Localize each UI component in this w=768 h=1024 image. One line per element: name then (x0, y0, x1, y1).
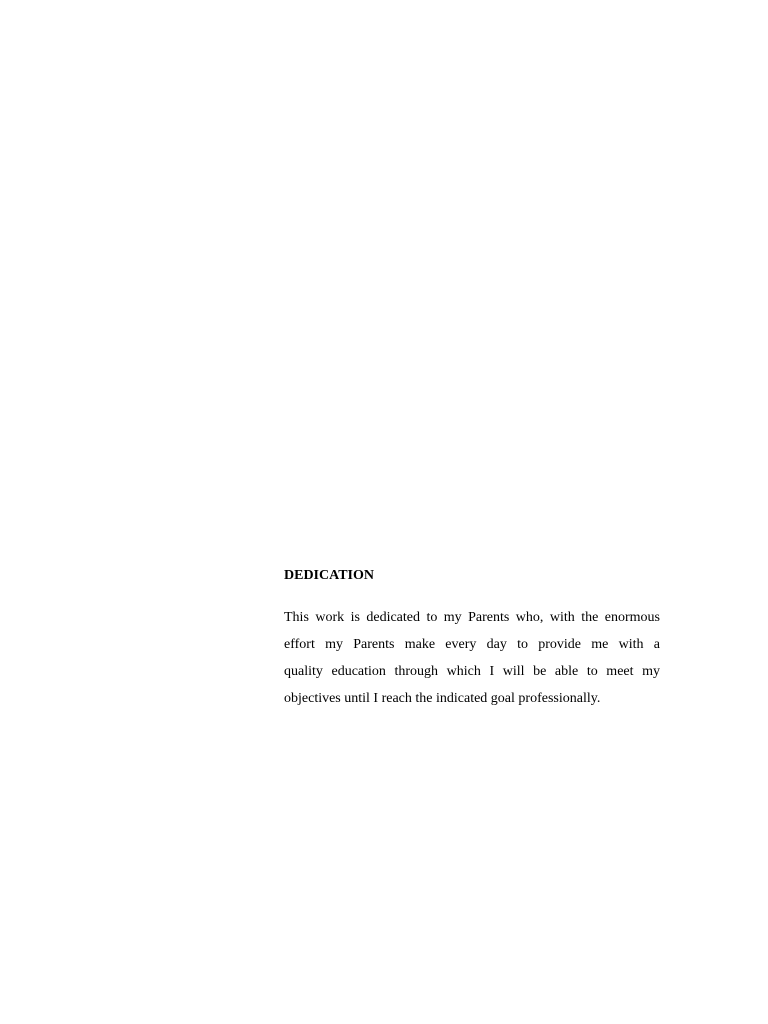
dedication-section (284, 566, 660, 712)
paragraph-line: This work is dedicated to my Parents who, with the enormous (284, 610, 660, 625)
paragraph-line: objectives until I reach the indicated goal professionally. (284, 691, 601, 706)
paragraph-line: quality education through which I will be able to meet my (284, 664, 660, 679)
dedication-paragraph (284, 604, 660, 712)
dedication-heading: DEDICATION (284, 568, 374, 583)
paragraph-line: effort my Parents make every day to provide me with a (284, 637, 660, 652)
